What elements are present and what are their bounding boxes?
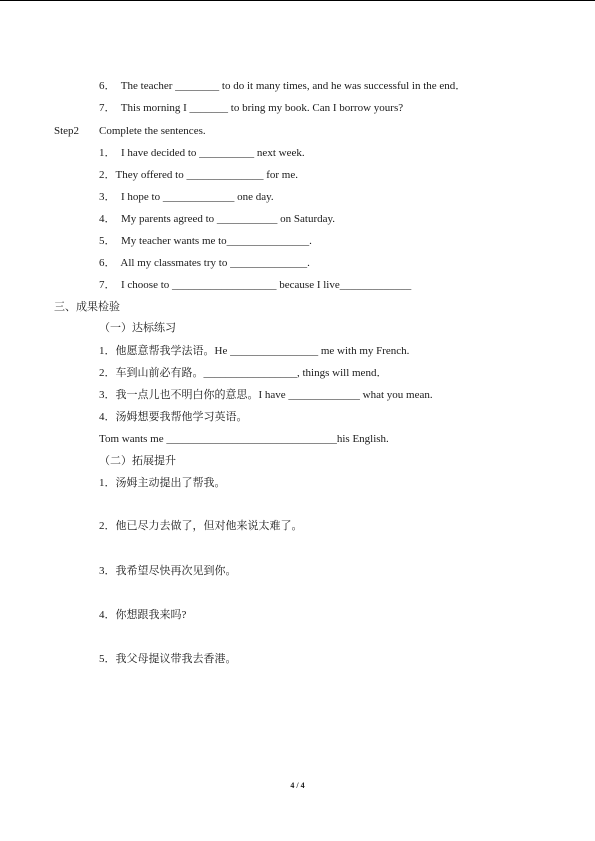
exercise-line: 1．他愿意帮我学法语。He ________________ me with my French. [99, 345, 410, 357]
exercise-line: 3．我一点儿也不明白你的意思。I have _____________ what you mean. [99, 389, 433, 401]
exercise-line: 3． I hope to _____________ one day. [99, 191, 274, 203]
page-number: 4 / 4 [290, 781, 305, 790]
exercise-line: 6． All my classmates try to ______________. [99, 257, 310, 269]
subsection-title: （二）拓展提升 [99, 455, 176, 467]
exercise-line: 2．车到山前必有路。_________________, things will mend． [99, 367, 388, 379]
exercise-line: 4．你想跟我来吗? [99, 609, 187, 621]
exercise-line: 5．我父母提议带我去香港。 [99, 653, 237, 665]
exercise-line: Tom wants me _______________________________his English. [99, 433, 389, 445]
subsection-title: （一）达标练习 [99, 322, 176, 334]
step2-label: Step2 [54, 125, 80, 137]
section-title: 三、成果检验 [54, 301, 120, 313]
exercise-line: 3．我希望尽快再次见到你。 [99, 565, 237, 577]
exercise-line: 1．汤姆主动提出了帮我。 [99, 477, 226, 489]
exercise-line: 2．他已尽力去做了，但对他来说太难了。 [99, 520, 303, 532]
exercise-line: 2．They offered to ______________ for me. [99, 169, 298, 181]
step2-instruction: Complete the sentences. [99, 125, 206, 137]
header-rule [0, 0, 595, 1]
exercise-line: 1． I have decided to __________ next week. [99, 147, 305, 159]
exercise-line: 7． This morning I _______ to bring my book. Can I borrow yours? [99, 102, 404, 114]
exercise-line: 4．汤姆想要我帮他学习英语。 [99, 411, 248, 423]
exercise-line: 5． My teacher wants me to_______________. [99, 235, 312, 247]
exercise-line: 7． I choose to ___________________ because I live_____________ [99, 279, 412, 291]
exercise-line: 6． The teacher ________ to do it many times, and he was successful in the end． [99, 80, 467, 92]
exercise-line: 4． My parents agreed to ___________ on Saturday. [99, 213, 336, 225]
